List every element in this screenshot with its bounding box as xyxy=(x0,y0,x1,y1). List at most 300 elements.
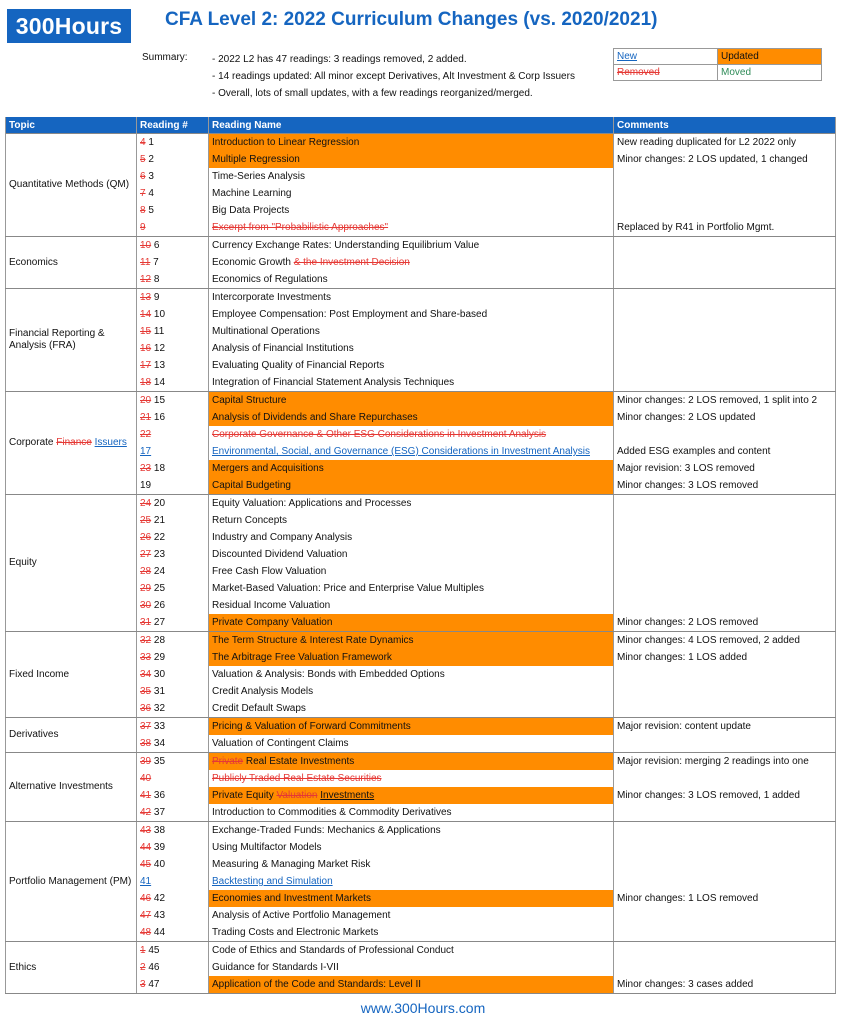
reading-number-cell xyxy=(137,134,209,152)
legend-new xyxy=(614,49,718,65)
reading-name: Measuring & Managing Market Risk xyxy=(212,859,371,870)
reading-name-cell xyxy=(209,306,614,323)
reading-number: 15 xyxy=(151,395,166,406)
reading-number-cell xyxy=(137,409,209,426)
table-row xyxy=(6,753,836,771)
comment-text: Minor changes: 1 LOS added xyxy=(617,652,748,663)
reading-number: 28 xyxy=(151,635,166,646)
reading-number-cell xyxy=(137,770,209,787)
reading-number-cell xyxy=(137,392,209,410)
reading-name-cell xyxy=(209,614,614,632)
reading-number-cell xyxy=(137,271,209,289)
old-reading-number: 37 xyxy=(140,721,152,732)
comment-cell xyxy=(614,495,836,513)
reading-number: 12 xyxy=(151,343,166,354)
reading-name-cell xyxy=(209,856,614,873)
comment-cell xyxy=(614,546,836,563)
old-reading-number: 34 xyxy=(140,669,152,680)
topic-cell xyxy=(6,942,137,994)
comment-cell xyxy=(614,649,836,666)
reading-number: 20 xyxy=(151,498,166,509)
comment-cell xyxy=(614,340,836,357)
topic-text: Fixed Income xyxy=(9,668,70,680)
reading-number: 7 xyxy=(150,257,159,268)
old-reading-number: 6 xyxy=(140,171,146,182)
reading-name: Credit Analysis Models xyxy=(212,686,314,697)
reading-name-cell xyxy=(209,563,614,580)
reading-name-cell xyxy=(209,873,614,890)
topic-cell xyxy=(6,237,137,289)
comment-cell xyxy=(614,700,836,718)
reading-number-cell xyxy=(137,306,209,323)
reading-number: 26 xyxy=(151,600,166,611)
reading-name: Valuation & Analysis: Bonds with Embedded Options xyxy=(212,669,445,680)
table-row xyxy=(6,289,836,307)
comment-text: Minor changes: 3 LOS removed xyxy=(617,480,759,491)
old-reading-number: 7 xyxy=(140,188,146,199)
reading-number: 14 xyxy=(151,377,166,388)
topic-text: Economics xyxy=(9,256,58,268)
reading-name: Corporate Governance & Other ESG Considerations in Investment Analysis xyxy=(212,429,547,440)
reading-number-cell xyxy=(137,856,209,873)
reading-name: Equity Valuation: Applications and Processes xyxy=(212,498,412,509)
reading-name: Return Concepts xyxy=(212,515,288,526)
comment-cell xyxy=(614,942,836,960)
comment-cell xyxy=(614,426,836,443)
reading-number: 33 xyxy=(151,721,166,732)
page-title: CFA Level 2: 2022 Curriculum Changes (vs. 2020/2021) xyxy=(165,9,658,30)
reading-name: Analysis of Dividends and Share Repurchases xyxy=(212,412,418,423)
reading-number: 25 xyxy=(151,583,166,594)
reading-name: Valuation of Contingent Claims xyxy=(212,738,349,749)
reading-name-cell xyxy=(209,529,614,546)
reading-name-cell xyxy=(209,907,614,924)
table-row xyxy=(6,134,836,152)
comment-cell xyxy=(614,512,836,529)
comment-text: Replaced by R41 in Portfolio Mgmt. xyxy=(617,222,775,233)
table-row xyxy=(6,718,836,736)
reading-number: 30 xyxy=(151,669,166,680)
comment-text: Added ESG examples and content xyxy=(617,446,771,457)
reading-name: Exchange-Traded Funds: Mechanics & Applications xyxy=(212,825,441,836)
old-reading-number: 36 xyxy=(140,703,152,714)
topic-text: Portfolio Management (PM) xyxy=(9,875,132,887)
reading-name-cell xyxy=(209,700,614,718)
comment-text: Major revision: content update xyxy=(617,721,751,732)
comment-text: Minor changes: 2 LOS removed xyxy=(617,617,759,628)
reading-name-cell xyxy=(209,753,614,771)
old-reading-number: 32 xyxy=(140,635,152,646)
reading-number: 4 xyxy=(145,188,154,199)
old-reading-number: 2 xyxy=(140,962,146,973)
summary-line: - Overall, lots of small updates, with a few readings reorganized/merged. xyxy=(212,88,533,99)
reading-number: 22 xyxy=(151,532,166,543)
old-reading-number: 25 xyxy=(140,515,152,526)
header-topic: Topic xyxy=(6,117,137,134)
comment-cell xyxy=(614,374,836,392)
summary-line: - 14 readings updated: All minor except Derivatives, Alt Investment & Corp Issuers xyxy=(212,71,575,82)
reading-number-cell xyxy=(137,942,209,960)
old-reading-number: 38 xyxy=(140,738,152,749)
comment-cell xyxy=(614,666,836,683)
reading-name: Multinational Operations xyxy=(212,326,320,337)
reading-name-cell xyxy=(209,254,614,271)
old-reading-number: 17 xyxy=(140,360,152,371)
reading-number-cell xyxy=(137,822,209,840)
reading-number-cell xyxy=(137,804,209,822)
summary-line: - 2022 L2 has 47 readings: 3 readings removed, 2 added. xyxy=(212,54,467,65)
reading-name: Industry and Company Analysis xyxy=(212,532,353,543)
reading-name: Valuation xyxy=(276,790,318,801)
topic-text: Issuers xyxy=(94,437,127,448)
reading-name: & the Investment Decision xyxy=(293,257,410,268)
topic-cell xyxy=(6,392,137,495)
reading-name: Intercorporate Investments xyxy=(212,292,331,303)
removed-reading-number: 40 xyxy=(140,773,152,784)
reading-name: Introduction to Linear Regression xyxy=(212,137,360,148)
new-reading-number: 41 xyxy=(140,876,152,887)
reading-name: Private xyxy=(212,756,244,767)
reading-name: Credit Default Swaps xyxy=(212,703,306,714)
comment-cell xyxy=(614,787,836,804)
comment-text: Minor changes: 1 LOS removed xyxy=(617,893,759,904)
old-reading-number: 29 xyxy=(140,583,152,594)
reading-name: Publicly Traded Real Estate Securities xyxy=(212,773,382,784)
reading-number: 6 xyxy=(151,240,160,251)
reading-number: 21 xyxy=(151,515,166,526)
reading-name-cell xyxy=(209,804,614,822)
table-row xyxy=(6,822,836,840)
comment-cell xyxy=(614,323,836,340)
reading-name: Capital Budgeting xyxy=(212,480,291,491)
curriculum-table xyxy=(5,117,836,994)
comment-cell xyxy=(614,460,836,477)
reading-number-cell xyxy=(137,753,209,771)
old-reading-number: 33 xyxy=(140,652,152,663)
reading-name: Free Cash Flow Valuation xyxy=(212,566,327,577)
old-reading-number: 28 xyxy=(140,566,152,577)
removed-reading-number: 22 xyxy=(140,429,152,440)
comment-cell xyxy=(614,306,836,323)
comment-cell xyxy=(614,443,836,460)
reading-name: Private Company Valuation xyxy=(212,617,333,628)
reading-number-cell xyxy=(137,254,209,271)
reading-number-cell xyxy=(137,443,209,460)
reading-number: 34 xyxy=(151,738,166,749)
reading-number: 13 xyxy=(151,360,166,371)
reading-number: 27 xyxy=(151,617,166,628)
comment-cell xyxy=(614,804,836,822)
old-reading-number: 1 xyxy=(140,945,146,956)
reading-name-cell xyxy=(209,597,614,614)
old-reading-number: 39 xyxy=(140,756,152,767)
old-reading-number: 48 xyxy=(140,927,152,938)
reading-number: 2 xyxy=(145,154,154,165)
reading-number: 39 xyxy=(151,842,166,853)
old-reading-number: 15 xyxy=(140,326,152,337)
reading-number-cell xyxy=(137,873,209,890)
comment-cell xyxy=(614,151,836,168)
reading-name-cell xyxy=(209,580,614,597)
topic-text: Financial Reporting & Analysis (FRA) xyxy=(9,328,105,351)
logo: 300Hours xyxy=(7,9,131,43)
comment-cell xyxy=(614,409,836,426)
comment-cell xyxy=(614,856,836,873)
reading-number-cell xyxy=(137,546,209,563)
old-reading-number: 24 xyxy=(140,498,152,509)
topic-text: Equity xyxy=(9,557,37,568)
reading-number-cell xyxy=(137,924,209,942)
old-reading-number: 31 xyxy=(140,617,152,628)
reading-name: Backtesting and Simulation xyxy=(212,876,333,887)
old-reading-number: 5 xyxy=(140,154,146,165)
reading-name: Big Data Projects xyxy=(212,205,290,216)
reading-name: Economic Growth xyxy=(212,257,294,268)
topic-cell xyxy=(6,495,137,632)
old-reading-number: 30 xyxy=(140,600,152,611)
reading-number-cell xyxy=(137,202,209,219)
reading-number: 31 xyxy=(151,686,166,697)
topic-text: Quantitative Methods (QM) xyxy=(9,179,130,190)
reading-name-cell xyxy=(209,495,614,513)
reading-name-cell xyxy=(209,649,614,666)
comment-text: Minor changes: 3 LOS removed, 1 added xyxy=(617,790,800,801)
topic-cell xyxy=(6,134,137,237)
comment-cell xyxy=(614,976,836,994)
comment-cell xyxy=(614,839,836,856)
reading-number: 10 xyxy=(151,309,166,320)
reading-name: Analysis of Active Portfolio Management xyxy=(212,910,391,921)
reading-name-cell xyxy=(209,202,614,219)
topic-cell xyxy=(6,822,137,942)
comment-text: Major revision: merging 2 readings into one xyxy=(617,756,809,767)
reading-number-cell xyxy=(137,340,209,357)
old-reading-number: 20 xyxy=(140,395,152,406)
reading-number: 23 xyxy=(151,549,166,560)
old-reading-number: 21 xyxy=(140,412,152,423)
reading-name: Time-Series Analysis xyxy=(212,171,305,182)
old-reading-number: 13 xyxy=(140,292,152,303)
reading-number: 37 xyxy=(151,807,166,818)
table-row xyxy=(6,237,836,255)
reading-number-cell xyxy=(137,426,209,443)
reading-number-cell xyxy=(137,614,209,632)
summary-label: Summary: xyxy=(142,52,188,63)
old-reading-number: 46 xyxy=(140,893,152,904)
old-reading-number: 8 xyxy=(140,205,146,216)
reading-number-cell xyxy=(137,168,209,185)
reading-name-cell xyxy=(209,392,614,410)
reading-number-cell xyxy=(137,666,209,683)
reading-name: Integration of Financial Statement Analysis Techniques xyxy=(212,377,455,388)
reading-name: Code of Ethics and Standards of Professional Conduct xyxy=(212,945,454,956)
old-reading-number: 35 xyxy=(140,686,152,697)
old-reading-number: 4 xyxy=(140,137,146,148)
comment-cell xyxy=(614,185,836,202)
reading-name-cell xyxy=(209,219,614,237)
old-reading-number: 26 xyxy=(140,532,152,543)
table-body xyxy=(6,134,836,994)
comment-text: Major revision: 3 LOS removed xyxy=(617,463,755,474)
reading-number: 32 xyxy=(151,703,166,714)
comment-cell xyxy=(614,718,836,736)
reading-name-cell xyxy=(209,460,614,477)
reading-name-cell xyxy=(209,976,614,994)
reading-name-cell xyxy=(209,890,614,907)
reading-name: Discounted Dividend Valuation xyxy=(212,549,348,560)
comment-cell xyxy=(614,529,836,546)
old-reading-number: 11 xyxy=(140,257,151,268)
topic-text: Corporate xyxy=(9,437,57,448)
reading-name-cell xyxy=(209,839,614,856)
reading-number: 24 xyxy=(151,566,166,577)
reading-number-cell xyxy=(137,237,209,255)
comment-text: Minor changes: 3 cases added xyxy=(617,979,754,990)
reading-name-cell xyxy=(209,683,614,700)
reading-number-cell xyxy=(137,512,209,529)
reading-name-cell xyxy=(209,168,614,185)
reading-number-cell xyxy=(137,374,209,392)
reading-number-cell xyxy=(137,632,209,650)
reading-name-cell xyxy=(209,426,614,443)
reading-number-cell xyxy=(137,219,209,237)
comment-text: Minor changes: 2 LOS updated xyxy=(617,412,756,423)
reading-name-cell xyxy=(209,822,614,840)
legend xyxy=(613,48,822,81)
reading-name-cell xyxy=(209,134,614,152)
reading-number-cell xyxy=(137,597,209,614)
reading-name: The Arbitrage Free Valuation Framework xyxy=(212,652,392,663)
old-reading-number: 43 xyxy=(140,825,152,836)
reading-name: Evaluating Quality of Financial Reports xyxy=(212,360,385,371)
reading-name: Real Estate Investments xyxy=(243,756,355,767)
reading-number-cell xyxy=(137,890,209,907)
reading-number: 18 xyxy=(151,463,166,474)
comment-cell xyxy=(614,271,836,289)
topic-text: Derivatives xyxy=(9,729,59,740)
reading-number-cell xyxy=(137,563,209,580)
reading-name: Investments xyxy=(320,790,375,801)
old-reading-number: 3 xyxy=(140,979,146,990)
reading-number-cell xyxy=(137,839,209,856)
reading-name: Residual Income Valuation xyxy=(212,600,331,611)
reading-number-cell xyxy=(137,683,209,700)
reading-name: Trading Costs and Electronic Markets xyxy=(212,927,379,938)
reading-number-cell xyxy=(137,151,209,168)
header-reading-name: Reading Name xyxy=(209,117,614,134)
old-reading-number: 10 xyxy=(140,240,152,251)
comment-cell xyxy=(614,168,836,185)
legend-removed xyxy=(614,65,718,81)
comment-cell xyxy=(614,822,836,840)
comment-cell xyxy=(614,237,836,255)
table-row xyxy=(6,495,836,513)
legend-new-label: New xyxy=(617,51,638,62)
topic-cell xyxy=(6,753,137,822)
reading-name: Capital Structure xyxy=(212,395,287,406)
reading-number-cell xyxy=(137,580,209,597)
reading-name: Guidance for Standards I-VII xyxy=(212,962,339,973)
reading-number-cell xyxy=(137,495,209,513)
comment-cell xyxy=(614,735,836,753)
reading-number: 46 xyxy=(145,962,160,973)
reading-number: 3 xyxy=(145,171,154,182)
reading-number: 35 xyxy=(151,756,166,767)
topic-cell xyxy=(6,718,137,753)
reading-number: 44 xyxy=(151,927,166,938)
reading-number-cell xyxy=(137,649,209,666)
reading-name: The Term Structure & Interest Rate Dynamics xyxy=(212,635,414,646)
old-reading-number: 18 xyxy=(140,377,152,388)
reading-name: Pricing & Valuation of Forward Commitments xyxy=(212,721,411,732)
reading-name: Currency Exchange Rates: Understanding Equilibrium Value xyxy=(212,240,480,251)
old-reading-number: 12 xyxy=(140,274,152,285)
comment-cell xyxy=(614,770,836,787)
comment-cell xyxy=(614,890,836,907)
old-reading-number: 23 xyxy=(140,463,152,474)
reading-name: Private Equity xyxy=(212,790,277,801)
old-reading-number: 16 xyxy=(140,343,152,354)
comment-text: Minor changes: 2 LOS removed, 1 split into 2 xyxy=(617,395,818,406)
reading-number-cell xyxy=(137,907,209,924)
reading-number-cell xyxy=(137,460,209,477)
old-reading-number: 44 xyxy=(140,842,152,853)
reading-number: 36 xyxy=(151,790,166,801)
reading-number-cell xyxy=(137,718,209,736)
table-row xyxy=(6,392,836,410)
comment-cell xyxy=(614,580,836,597)
reading-number-cell xyxy=(137,357,209,374)
reading-name-cell xyxy=(209,151,614,168)
header-reading-number: Reading # xyxy=(137,117,209,134)
topic-text: Alternative Investments xyxy=(9,781,113,792)
comment-cell xyxy=(614,254,836,271)
topic-cell xyxy=(6,632,137,718)
reading-name: Economies and Investment Markets xyxy=(212,893,371,904)
comment-cell xyxy=(614,873,836,890)
reading-name: Machine Learning xyxy=(212,188,292,199)
comment-text: New reading duplicated for L2 2022 only xyxy=(617,137,797,148)
reading-name-cell xyxy=(209,409,614,426)
reading-number: 9 xyxy=(151,292,160,303)
reading-number-cell xyxy=(137,735,209,753)
comment-cell xyxy=(614,563,836,580)
table-row xyxy=(6,942,836,960)
reading-name-cell xyxy=(209,718,614,736)
reading-number: 40 xyxy=(151,859,166,870)
reading-name: Mergers and Acquisitions xyxy=(212,463,324,474)
reading-name-cell xyxy=(209,374,614,392)
table-row xyxy=(6,632,836,650)
reading-name-cell xyxy=(209,632,614,650)
reading-number-cell xyxy=(137,185,209,202)
reading-name-cell xyxy=(209,477,614,495)
footer-url[interactable]: www.300Hours.com xyxy=(360,1000,486,1016)
reading-name: Multiple Regression xyxy=(212,154,300,165)
reading-name: Economics of Regulations xyxy=(212,274,328,285)
reading-number: 8 xyxy=(151,274,160,285)
reading-number-cell xyxy=(137,959,209,976)
comment-cell xyxy=(614,392,836,410)
reading-name-cell xyxy=(209,340,614,357)
reading-number: 47 xyxy=(145,979,160,990)
comment-cell xyxy=(614,202,836,219)
reading-number: 5 xyxy=(145,205,154,216)
reading-number: 16 xyxy=(151,412,166,423)
reading-name: Application of the Code and Standards: Level II xyxy=(212,979,422,990)
reading-number: 1 xyxy=(145,137,154,148)
legend-updated: Updated xyxy=(718,49,822,65)
